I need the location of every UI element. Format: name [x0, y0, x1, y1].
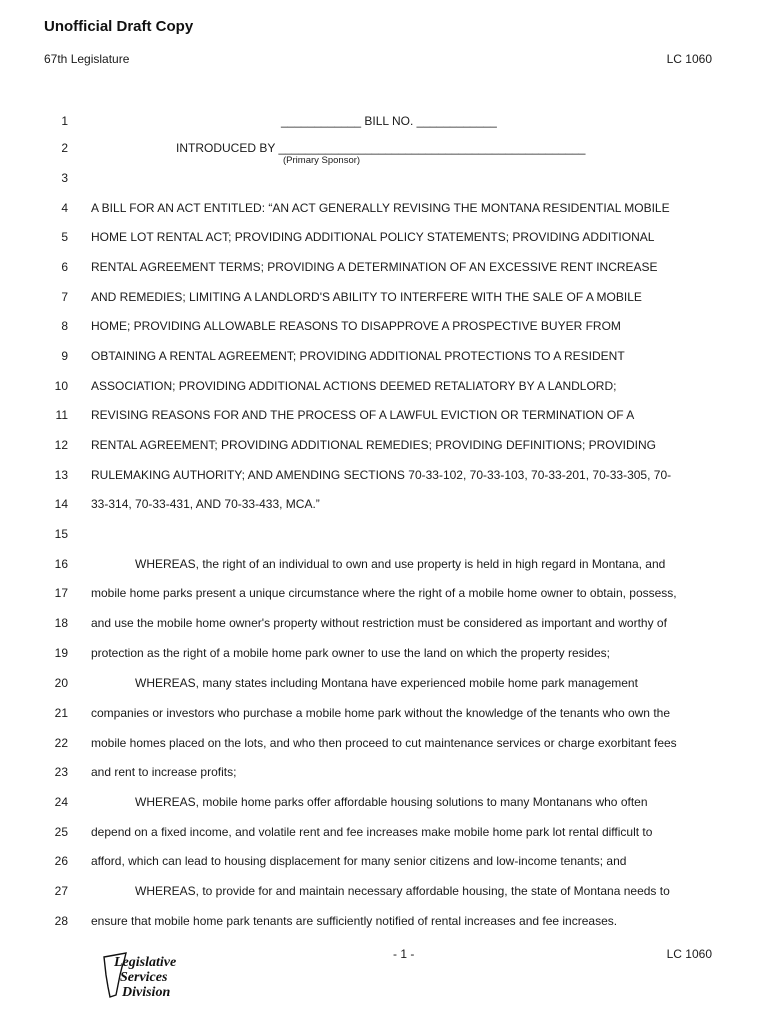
document-line [0, 823, 770, 841]
svg-text:Division: Division [122, 985, 171, 1000]
line-text: WHEREAS, the right of an individual to own and use property is held in high regard in Montana, and [135, 557, 666, 571]
page-title: Unofficial Draft Copy [44, 18, 194, 35]
document-line [0, 525, 770, 543]
line-text: mobile homes placed on the lots, and who then proceed to cut maintenance services or charge exorbitant fees [91, 736, 677, 750]
document-line [0, 555, 770, 573]
line-text: HOME; PROVIDING ALLOWABLE REASONS TO DISAPPROVE A PROSPECTIVE BUYER FROM [91, 319, 621, 333]
line-text: mobile home parks present a unique circumstance where the right of a mobile home owner to obtain, possess, [91, 586, 677, 600]
document-line [0, 734, 770, 752]
line-text: HOME LOT RENTAL ACT; PROVIDING ADDITIONAL POLICY STATEMENTS; PROVIDING ADDITIONAL [91, 230, 655, 244]
line-number: 11 [55, 408, 68, 422]
document-line [0, 644, 770, 662]
line-number: 26 [54, 854, 68, 868]
svg-text:Services: Services [120, 970, 168, 985]
line-number: 17 [54, 586, 68, 600]
line-text: and rent to increase profits; [91, 765, 237, 779]
document-line [0, 169, 770, 187]
document-line [0, 466, 770, 484]
document-line [0, 347, 770, 365]
document-line [0, 704, 770, 722]
legislature-label: 67th Legislature [44, 52, 130, 66]
line-text: AND REMEDIES; LIMITING A LANDLORD'S ABILITY TO INTERFERE WITH THE SALE OF A MOBILE [91, 290, 642, 304]
line-text: RULEMAKING AUTHORITY; AND AMENDING SECTIONS 70-33-102, 70-33-103, 70-33-201, 70-33-305, 70- [91, 468, 672, 482]
line-text: WHEREAS, many states including Montana have experienced mobile home park management [135, 676, 638, 690]
lc-number-header: LC 1060 [666, 52, 712, 66]
document-line [0, 199, 770, 217]
line-number: 18 [54, 616, 68, 630]
line-number: 1 [61, 114, 68, 128]
document-line [0, 852, 770, 870]
line-text: and use the mobile home owner's property without restriction must be considered as important and worthy of [91, 616, 667, 630]
line-number: 15 [54, 527, 68, 541]
line-text: afford, which can lead to housing displacement for many senior citizens and low-income tenants; and [91, 854, 627, 868]
line-number: 3 [61, 171, 68, 185]
line-text: RENTAL AGREEMENT; PROVIDING ADDITIONAL REMEDIES; PROVIDING DEFINITIONS; PROVIDING [91, 438, 656, 452]
legislative-services-division-logo [100, 949, 200, 1003]
line-number: 6 [61, 260, 68, 274]
primary-sponsor-caption: (Primary Sponsor) [283, 155, 361, 166]
line-number: 2 [61, 141, 68, 155]
line-number: 10 [54, 379, 68, 393]
line-text: OBTAINING A RENTAL AGREEMENT; PROVIDING ADDITIONAL PROTECTIONS TO A RESIDENT [91, 349, 625, 363]
document-line [0, 674, 770, 692]
document-line [0, 377, 770, 395]
line-number: 13 [54, 468, 68, 482]
document-line [0, 584, 770, 602]
line-number: 21 [54, 706, 68, 720]
document-line [0, 112, 770, 130]
document-line [0, 139, 770, 157]
line-text: ASSOCIATION; PROVIDING ADDITIONAL ACTIONS DEEMED RETALIATORY BY A LANDLORD; [91, 379, 617, 393]
line-number: 8 [61, 319, 68, 333]
svg-text:Legislative: Legislative [114, 955, 177, 970]
line-text: A BILL FOR AN ACT ENTITLED: “AN ACT GENERALLY REVISING THE MONTANA RESIDENTIAL MOBILE [91, 201, 670, 215]
document-line [0, 793, 770, 811]
line-number: 5 [61, 230, 68, 244]
line-text: WHEREAS, mobile home parks offer affordable housing solutions to many Montanans who often [135, 795, 648, 809]
introduced-by-line: INTRODUCED BY ______________________________________________ [176, 141, 586, 155]
document-line [0, 258, 770, 276]
line-text: ensure that mobile home park tenants are sufficiently notified of rental increases and fee increases. [91, 914, 618, 928]
line-number: 12 [54, 438, 68, 452]
line-number: 24 [54, 795, 68, 809]
line-number: 25 [54, 825, 68, 839]
line-number: 28 [54, 914, 68, 928]
document-line [0, 436, 770, 454]
document-line [0, 763, 770, 781]
document-line [0, 228, 770, 246]
line-number: 9 [61, 349, 68, 363]
lc-number-footer: LC 1060 [666, 947, 712, 961]
line-number: 27 [54, 884, 68, 898]
bill-number-line: ____________ BILL NO. ____________ [281, 114, 497, 128]
line-text: REVISING REASONS FOR AND THE PROCESS OF A LAWFUL EVICTION OR TERMINATION OF A [91, 408, 635, 422]
line-text: companies or investors who purchase a mobile home park without the knowledge of the tenants who own the [91, 706, 670, 720]
line-number: 14 [54, 497, 68, 511]
line-number: 19 [54, 646, 68, 660]
document-line [0, 288, 770, 306]
line-text: protection as the right of a mobile home park owner to use the land on which the property resides; [91, 646, 610, 660]
document-line [0, 912, 770, 930]
line-number: 23 [54, 765, 68, 779]
line-number: 22 [54, 736, 68, 750]
line-text: RENTAL AGREEMENT TERMS; PROVIDING A DETERMINATION OF AN EXCESSIVE RENT INCREASE [91, 260, 658, 274]
page-number: - 1 - [393, 947, 415, 961]
line-number: 16 [54, 557, 68, 571]
line-text: depend on a fixed income, and volatile rent and fee increases make mobile home park lot rental difficult to [91, 825, 653, 839]
document-line [0, 495, 770, 513]
document-line [0, 614, 770, 632]
line-text: 33-314, 70-33-431, AND 70-33-433, MCA.” [91, 497, 320, 511]
line-text: WHEREAS, to provide for and maintain necessary affordable housing, the state of Montana needs to [135, 884, 670, 898]
line-number: 20 [54, 676, 68, 690]
document-line [0, 882, 770, 900]
document-line [0, 406, 770, 424]
line-number: 4 [61, 201, 68, 215]
document-line [0, 317, 770, 335]
line-number: 7 [61, 290, 68, 304]
